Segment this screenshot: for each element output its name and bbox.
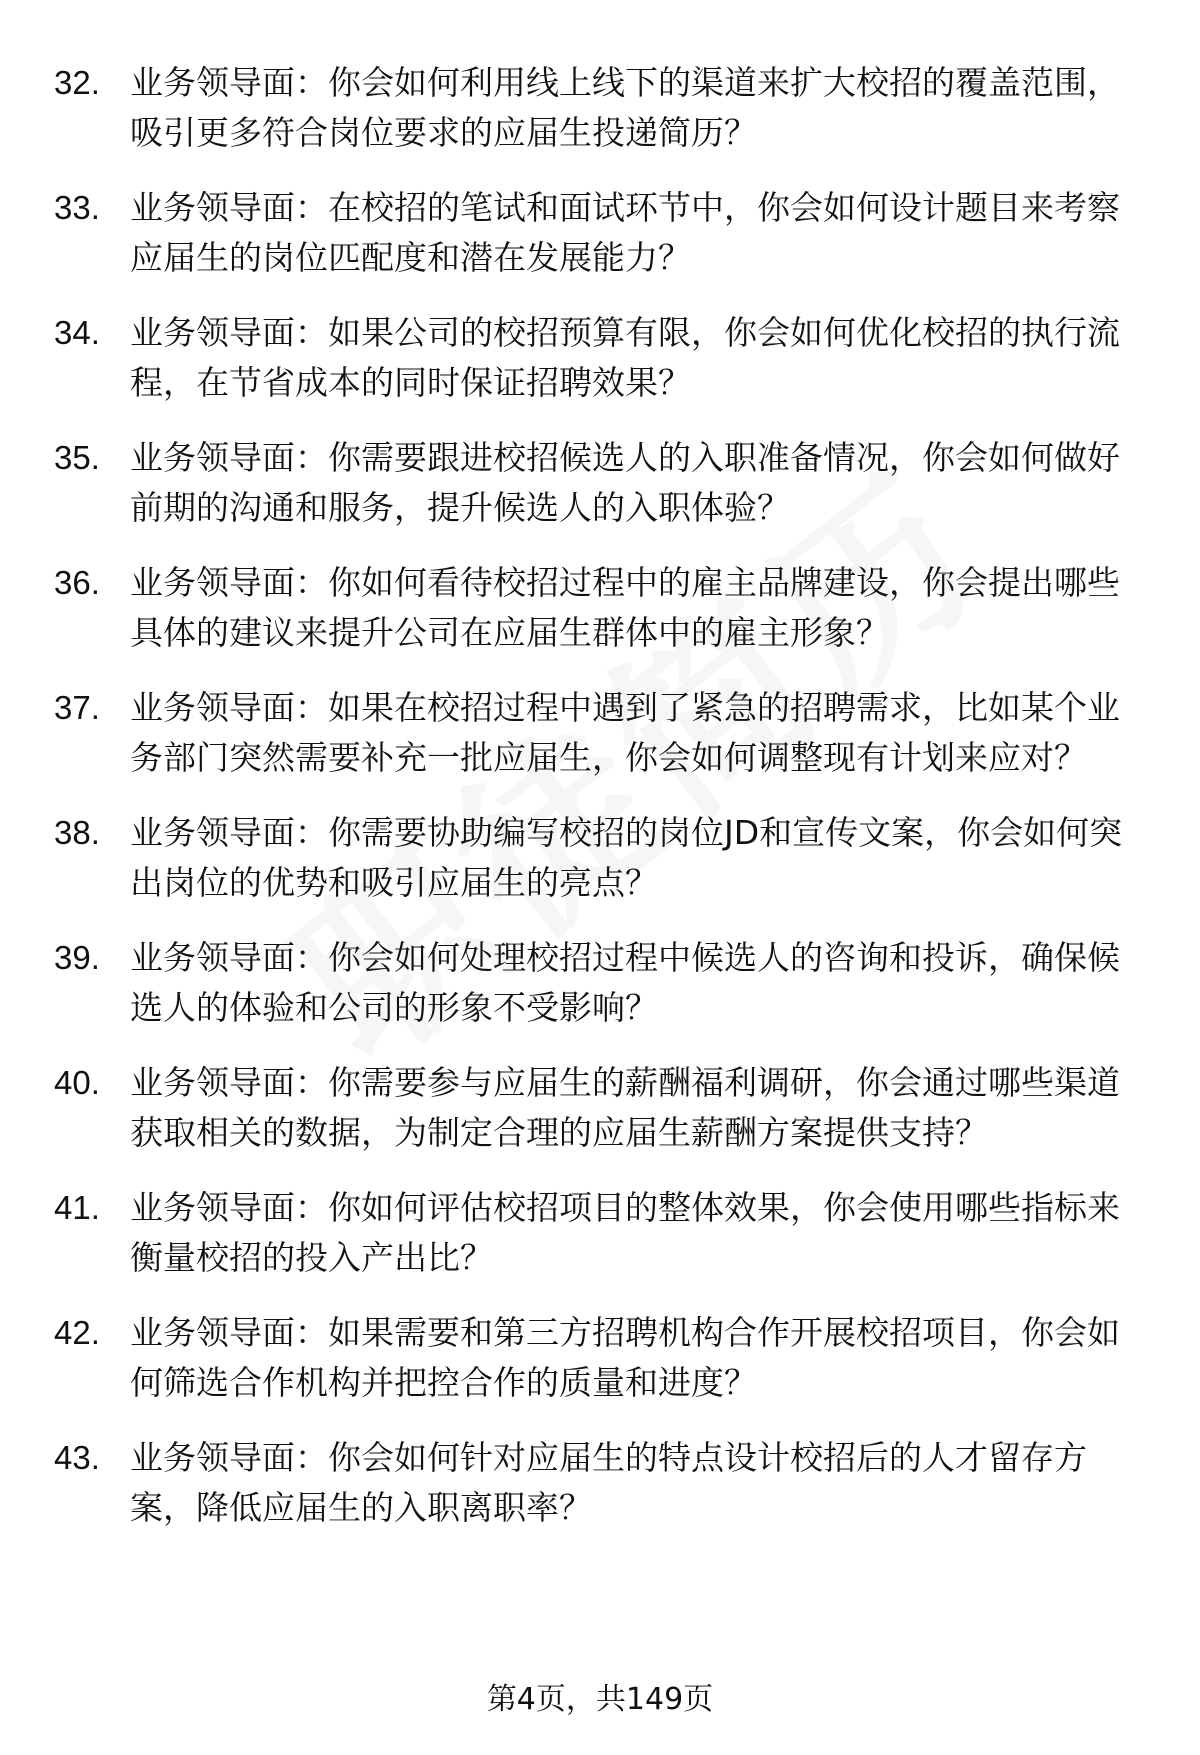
question-text: 业务领导面：如果公司的校招预算有限，你会如何优化校招的执行流程，在节省成本的同时保证招聘效果？: [130, 313, 1120, 402]
question-item-40: [0, 1058, 1200, 1158]
question-item-39: [0, 933, 1200, 1033]
question-number: 39.: [54, 939, 100, 976]
question-item-36: [0, 558, 1200, 658]
question-number: 42.: [54, 1314, 100, 1351]
question-text: 业务领导面：你会如何处理校招过程中候选人的咨询和投诉，确保候选人的体验和公司的形象不受影响？: [130, 938, 1120, 1027]
question-text: 业务领导面：如果在校招过程中遇到了紧急的招聘需求，比如某个业务部门突然需要补充一批应届生，你会如何调整现有计划来应对？: [130, 688, 1120, 777]
question-number: 40.: [54, 1064, 100, 1101]
question-item-37: [0, 683, 1200, 783]
question-text: 业务领导面：你需要参与应届生的薪酬福利调研，你会通过哪些渠道获取相关的数据，为制定合理的应届生薪酬方案提供支持？: [130, 1063, 1120, 1152]
question-number: 38.: [54, 814, 100, 851]
question-number: 36.: [54, 564, 100, 601]
question-text: 业务领导面：如果需要和第三方招聘机构合作开展校招项目，你会如何筛选合作机构并把控合作的质量和进度？: [130, 1313, 1120, 1402]
question-item-43: [0, 1433, 1200, 1533]
question-text: 业务领导面：你会如何利用线上线下的渠道来扩大校招的覆盖范围，吸引更多符合岗位要求的应届生投递简历？: [130, 63, 1120, 152]
page-footer: [0, 1680, 1200, 1720]
question-item-34: [0, 308, 1200, 408]
question-text: 业务领导面：你会如何针对应届生的特点设计校招后的人才留存方案，降低应届生的入职离职率？: [130, 1438, 1087, 1527]
question-item-38: [0, 808, 1200, 908]
question-text: 业务领导面：你如何看待校招过程中的雇主品牌建设，你会提出哪些具体的建议来提升公司在应届生群体中的雇主形象？: [130, 563, 1120, 652]
question-text: 业务领导面：你需要跟进校招候选人的入职准备情况，你会如何做好前期的沟通和服务，提升候选人的入职体验？: [130, 438, 1120, 527]
question-number: 43.: [54, 1439, 100, 1476]
question-text: 业务领导面：在校招的笔试和面试环节中，你会如何设计题目来考察应届生的岗位匹配度和潜在发展能力？: [130, 188, 1120, 277]
question-item-32: [0, 58, 1200, 158]
question-number: 34.: [54, 314, 100, 351]
question-number: 35.: [54, 439, 100, 476]
question-item-41: [0, 1183, 1200, 1283]
question-number: 37.: [54, 689, 100, 726]
question-number: 32.: [54, 64, 100, 101]
question-item-35: [0, 433, 1200, 533]
question-text: 业务领导面：你需要协助编写校招的岗位JD和宣传文案，你会如何突出岗位的优势和吸引应届生的亮点？: [130, 813, 1123, 902]
question-number: 41.: [54, 1189, 100, 1226]
question-item-42: [0, 1308, 1200, 1408]
question-text: 业务领导面：你如何评估校招项目的整体效果，你会使用哪些指标来衡量校招的投入产出比？: [130, 1188, 1120, 1277]
page-number-label: 第4页，共149页: [486, 1682, 714, 1717]
question-item-33: [0, 183, 1200, 283]
question-number: 33.: [54, 189, 100, 226]
question-list: [0, 58, 1200, 1558]
